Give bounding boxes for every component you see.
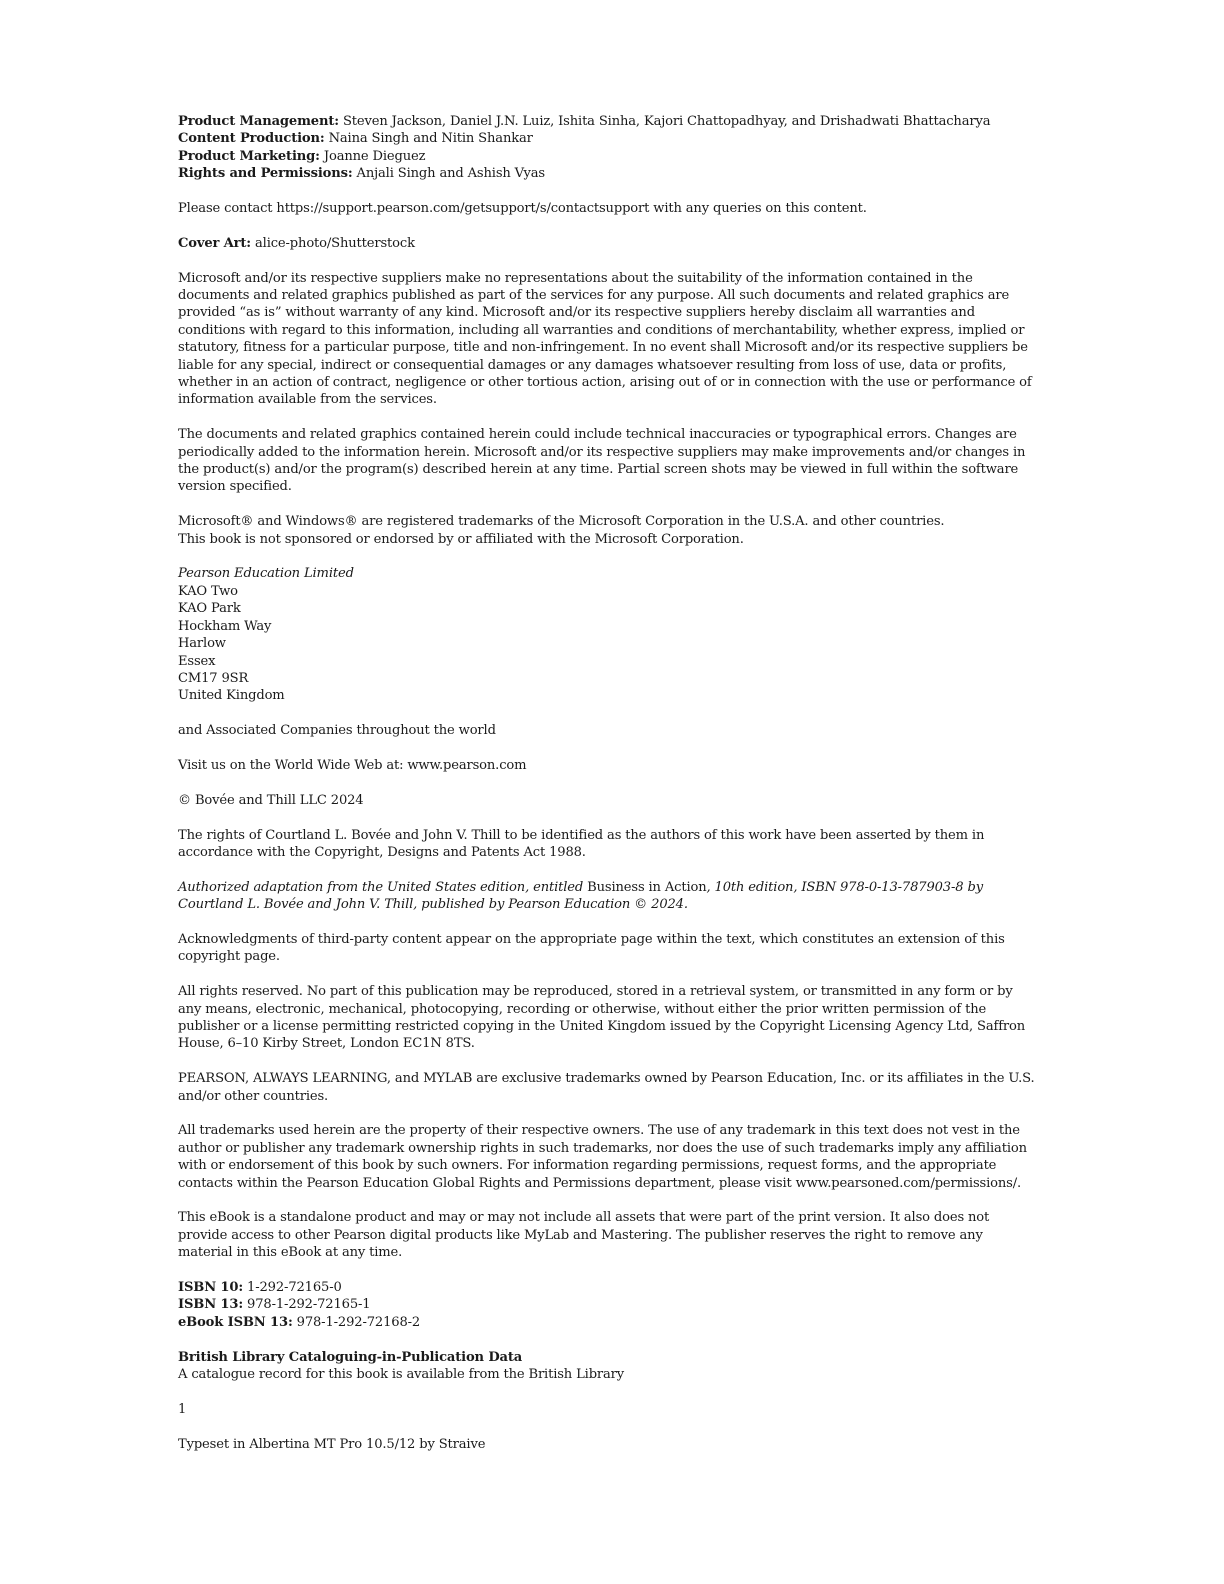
isbn-line [178, 1314, 1036, 1331]
trademark-line: This book is not sponsored or endorsed by or affiliated with the Microsoft Corporation. [178, 531, 744, 547]
spacer [178, 1331, 1036, 1348]
credit-line [178, 113, 1036, 130]
isbn-label: eBook ISBN 13: [178, 1314, 293, 1330]
typeset-line: Typeset in Albertina MT Pro 10.5/12 by Straive [178, 1436, 486, 1452]
spacer [178, 1383, 1036, 1400]
isbn-label: ISBN 13: [178, 1297, 244, 1313]
cip-block [178, 1349, 1036, 1384]
isbn-value: 978-1-292-72165-1 [243, 1297, 371, 1313]
cover-art-value: alice-photo/Shutterstock [251, 235, 415, 251]
copyright-line: © Bovée and Thill LLC 2024 [178, 792, 364, 808]
pearson-trademark-paragraph: PEARSON, ALWAYS LEARNING, and MYLAB are exclusive trademarks owned by Pearson Education, Inc. or its affiliates in the U.S. and/or other countries. [178, 1071, 1035, 1104]
credit-line [178, 165, 1036, 182]
credit-value: Naina Singh and Nitin Shankar [324, 131, 533, 147]
adaptation-text: , 10th edition, ISBN 978-0-13-787903-8 by Courtland L. Bovée and John V. Thill, published by Pearson Education © 2024. [178, 879, 983, 913]
adaptation-paragraph [178, 879, 1036, 914]
trademark-line: Microsoft® and Windows® are registered trademarks of the Microsoft Corporation in the U.S.A. and other countries. [178, 514, 945, 530]
cover-art-line [178, 235, 1036, 252]
credit-label: Rights and Permissions: [178, 166, 353, 182]
credit-label: Product Management: [178, 114, 339, 129]
spacer [178, 183, 1036, 200]
spacer [178, 705, 1036, 722]
credit-line [178, 148, 1036, 165]
page-content [178, 113, 1036, 1470]
trademarks-paragraph: All trademarks used herein are the property of their respective owners. The use of any trademark in this text does not vest in the author or publisher any trademark ownership rights in such trademarks, nor does the use of such trademarks imply any affiliation with or endorsement of this book by such owners. For information regarding permissions, request forms, and the appropriate contacts within the Pearson Education Global Rights and Permissions department, please visit www.pearsoned.com/permissions/. [178, 1123, 1027, 1191]
address-line: KAO Two [178, 583, 238, 599]
credit-label: Product Marketing: [178, 148, 320, 164]
address-line: Essex [178, 653, 216, 669]
isbn-value: 978-1-292-72168-2 [292, 1314, 421, 1330]
adaptation-text: Authorized adaptation from the United States edition, entitled [178, 879, 588, 895]
microsoft-trademark-paragraph [178, 513, 1036, 548]
book-title: Business in Action [587, 879, 707, 895]
isbn-label: ISBN 10: [178, 1279, 244, 1295]
address-line: United Kingdom [178, 688, 285, 704]
publisher-name: Pearson Education Limited [178, 566, 354, 582]
cip-text: A catalogue record for this book is available from the British Library [178, 1366, 625, 1382]
cip-heading: British Library Cataloguing-in-Publication Data [178, 1349, 523, 1365]
all-rights-paragraph: All rights reserved. No part of this publication may be reproduced, stored in a retrieval system, or transmitted in any form or by any means, electronic, mechanical, photocopying, recording or otherwise, without either the prior written permission of the publisher or a license permitting restricted copying in the United Kingdom issued by the Copyright Licensing Agency Ltd, Saffron House, 6–10 Kirby Street, London EC1N 8TS. [178, 984, 1026, 1052]
acknowledgments-paragraph: Acknowledgments of third-party content appear on the appropriate page within the text, which constitutes an extension of this copyright page. [178, 931, 1005, 965]
isbn-block [178, 1279, 1036, 1331]
print-number: 1 [178, 1401, 187, 1417]
cover-art-label: Cover Art: [178, 235, 251, 251]
contact-paragraph: Please contact https://support.pearson.com/getsupport/s/contactsupport with any queries on this content. [178, 201, 867, 217]
website-line: Visit us on the World Wide Web at: www.pearson.com [178, 757, 527, 773]
address-line: Hockham Way [178, 618, 272, 634]
credits-block [178, 113, 1036, 183]
credit-line [178, 130, 1036, 147]
credit-value: Steven Jackson, Daniel J.N. Luiz, Ishita Sinha, Kajori Chattopadhyay, and Drishadwati Bhattacharya [338, 114, 991, 129]
credit-label: Content Production: [178, 131, 325, 147]
address-line: Harlow [178, 636, 226, 652]
isbn-line [178, 1279, 1036, 1296]
associated-companies: and Associated Companies throughout the world [178, 723, 496, 739]
isbn-value: 1-292-72165-0 [243, 1279, 342, 1295]
ebook-paragraph: This eBook is a standalone product and may or may not include all assets that were part of the print version. It also does not provide access to other Pearson digital products like MyLab and Mastering. The publisher reserves the right to remove any material in this eBook at any time. [178, 1210, 990, 1261]
address-line: CM17 9SR [178, 670, 249, 686]
disclaimer-paragraph-2: The documents and related graphics contained herein could include technical inaccuracies or typographical errors. Changes are periodically added to the information herein. Microsoft and/or its respective suppliers may make improvements and/or changes in the product(s) and/or the program(s) described herein at any time. Partial screen shots may be viewed in full within the software version specified. [178, 427, 1026, 495]
credit-value: Anjali Singh and Ashish Vyas [352, 166, 545, 182]
publisher-address [178, 565, 1036, 704]
address-line: KAO Park [178, 601, 241, 617]
isbn-line [178, 1296, 1036, 1313]
author-rights-paragraph: The rights of Courtland L. Bovée and John V. Thill to be identified as the authors of this work have been asserted by them in accordance with the Copyright, Designs and Patents Act 1988. [178, 827, 985, 860]
disclaimer-paragraph: Microsoft and/or its respective suppliers make no representations about the suitability of the information contained in the documents and related graphics published as part of the services for any purpose. All such documents and related graphics are provided “as is” without warranty of any kind. Microsoft and/or its respective suppliers hereby disclaim all warranties and conditions with regard to this information, including all warranties and conditions of merchantability, whether express, implied or statutory, fitness for a particular purpose, title and non-infringement. In no event shall Microsoft and/or its respective suppliers be liable for any special, indirect or consequential damages or any damages whatsoever resulting from loss of use, data or profits, whether in an action of contract, negligence or other tortious action, arising out of or in connection with the use or performance of information available from the services. [178, 270, 1032, 408]
credit-value: Joanne Dieguez [319, 148, 426, 164]
